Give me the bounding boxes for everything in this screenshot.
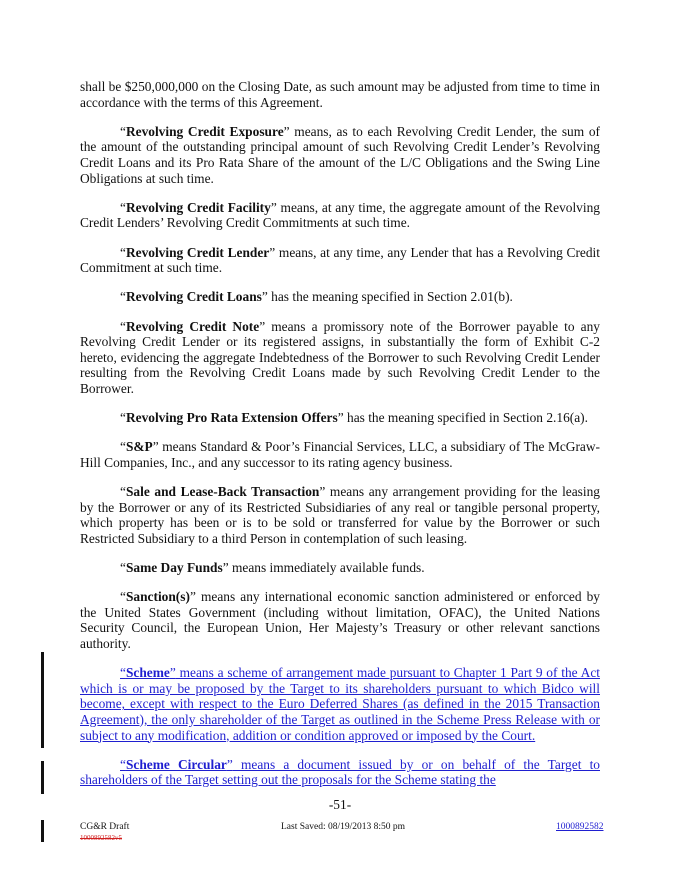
defined-term: Revolving Credit Loans: [125, 289, 262, 305]
defined-term: Scheme Circular: [125, 756, 227, 772]
footer-doc-id: 1000892582: [556, 822, 604, 832]
definition-revolving-credit-note: “Revolving Credit Note” means a promissory note of the Borrower payable to any Revolving Credit Lender or its registered assigns, in substantially the form of Exhibit C-2 hereto, evidencing the aggregate Indebtedness of the Borrower to such Revolving Credit Lender resulting from the Revolving Credit Loans made by such Revolving Credit Lender to the Borrower.: [80, 318, 600, 396]
definition-sanctions: “Sanction(s)” means any international economic sanction administered or enforced by the United States Government (including without limitation, OFAC), the United Nations Security Council, the European Union, Her Majesty’s Treasury or other relevant sanctions authority.: [80, 589, 600, 651]
defined-term: Revolving Pro Rata Extension Offers: [125, 410, 338, 426]
definition-revolving-pro-rata-extension-offers: “Revolving Pro Rata Extension Offers” has the meaning specified in Section 2.16(a).: [120, 410, 588, 426]
definition-revolving-credit-loans: “Revolving Credit Loans” has the meaning specified in Section 2.01(b).: [120, 289, 513, 305]
footer-draft-label: [80, 822, 129, 844]
change-bar: [41, 820, 44, 842]
document-body: [80, 79, 600, 802]
defined-term: Sale and Lease-Back Transaction: [125, 484, 320, 500]
footer-draft-text: CG&R Draft: [80, 822, 130, 832]
defined-term: Revolving Credit Note: [125, 318, 260, 334]
definition-scheme-circular-inserted: “Scheme Circular” means a document issued by or on behalf of the Target to shareholders of the Target setting out the proposals for the Scheme stating the: [80, 756, 600, 788]
footer-last-saved: Last Saved: 08/19/2013 8:50 pm: [281, 822, 406, 832]
definition-same-day-funds: “Same Day Funds” means immediately available funds.: [120, 560, 425, 575]
definition-revolving-credit-exposure: “Revolving Credit Exposure” means, as to each Revolving Credit Lender, the sum of the amount of the outstanding principal amount of such Revolving Credit Lender’s Revolving Credit Loans and its Pro Rata Share of the amount of the L/C Obligations and the Swing Line Obligations at such time.: [80, 123, 600, 186]
defined-term: S&P: [125, 439, 153, 455]
definition-sale-and-lease-back-transaction: “Sale and Lease-Back Transaction” means any arrangement providing for the leasing by the Borrower or any of its Restricted Subsidiaries of any real or tangible personal property, which property has been or is to be sold or transferred for value by the Borrower or such Restricted Subsidiary to a third Person in contemplation of such leasing.: [80, 484, 600, 546]
definition-scheme-inserted: “Scheme” means a scheme of arrangement made pursuant to Chapter 1 Part 9 of the Act which is or may be proposed by the Target to its shareholders pursuant to which Bidco will become, except with respect to the Euro Deferred Shares (as defined in the 2015 Transaction Agreement), the only shareholder of the Target as outlined in the Scheme Press Release with or subject to any modification, addition or condition approved or imposed by the Court.: [80, 665, 600, 743]
defined-term: Revolving Credit Exposure: [125, 123, 284, 139]
definition-revolving-credit-facility: “Revolving Credit Facility” means, at any time, the aggregate amount of the Revolving Credit Lenders’ Revolving Credit Commitments at such time.: [80, 199, 600, 231]
paragraph-closing-date-continuation: shall be $250,000,000 on the Closing Date, as such amount may be adjusted from time to time in accordance with the terms of this Agreement.: [80, 79, 600, 110]
defined-term: Revolving Credit Facility: [125, 199, 271, 215]
change-bar: [41, 761, 44, 794]
page-number: -51-: [328, 797, 352, 812]
footer-deleted-doc-id: 1000892582v5: [80, 834, 122, 842]
definition-revolving-credit-lender: “Revolving Credit Lender” means, at any time, any Lender that has a Revolving Credit Commitment at such time.: [80, 244, 601, 276]
defined-term: Same Day Funds: [125, 560, 223, 575]
definition-s-and-p: “S&P” means Standard & Poor’s Financial Services, LLC, a subsidiary of The McGraw-Hill Companies, Inc., and any successor to its rating agency business.: [80, 439, 600, 470]
change-bar: [41, 652, 44, 748]
defined-term: Sanction(s): [125, 589, 190, 605]
defined-term: Scheme: [125, 665, 170, 681]
defined-term: Revolving Credit Lender: [125, 244, 270, 260]
